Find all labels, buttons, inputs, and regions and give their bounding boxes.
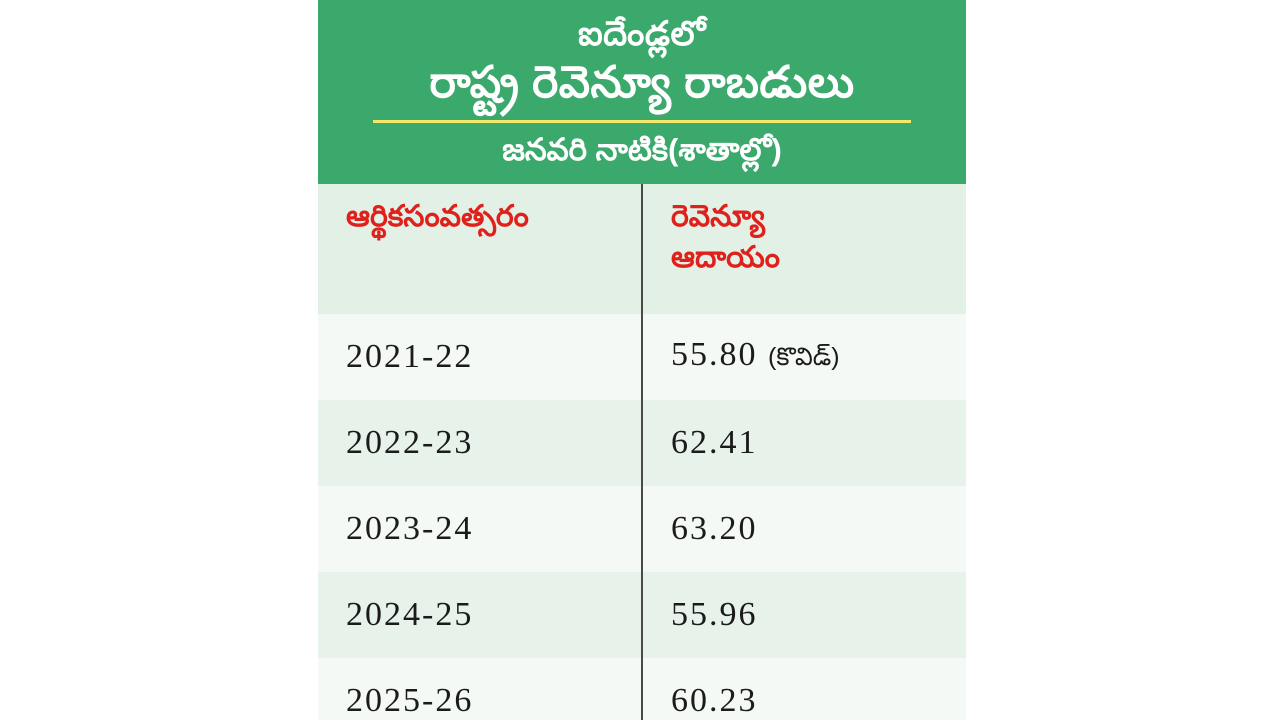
table-header-row xyxy=(318,184,966,314)
cell-revenue xyxy=(642,314,966,400)
cell-revenue-note: (కొవిడ్) xyxy=(768,342,840,371)
table-row xyxy=(318,658,966,720)
revenue-table-card xyxy=(318,0,966,720)
column-header-fiscal-year: ఆర్థికసంవత్సరం xyxy=(318,184,642,314)
table-row xyxy=(318,572,966,658)
cell-revenue xyxy=(642,486,966,572)
table-row xyxy=(318,486,966,572)
cell-revenue xyxy=(642,400,966,486)
cell-revenue-value: 63.20 xyxy=(671,509,758,547)
column-header-revenue-line1: రెవెన్యూ xyxy=(671,199,765,233)
table-body xyxy=(318,314,966,720)
cell-revenue xyxy=(642,658,966,720)
cell-year: 2022-23 xyxy=(318,400,642,486)
column-header-revenue xyxy=(642,184,966,314)
header-subtitle: జనవరి నాటికి(శాతాల్లో) xyxy=(502,131,782,167)
header-title-line2: రాష్ట్ర రెవెన్యూ రాబడులు xyxy=(429,58,855,108)
cell-revenue xyxy=(642,572,966,658)
card-header xyxy=(318,0,966,184)
table-row xyxy=(318,400,966,486)
cell-revenue-value: 60.23 xyxy=(671,681,758,719)
header-divider-rule xyxy=(373,120,912,123)
cell-year: 2024-25 xyxy=(318,572,642,658)
header-title-line1: ఐదేండ్లలో xyxy=(577,15,707,53)
table-row xyxy=(318,314,966,400)
revenue-table xyxy=(318,184,966,720)
cell-revenue-value: 55.80 xyxy=(671,335,758,373)
table-head xyxy=(318,184,966,314)
cell-year: 2021-22 xyxy=(318,314,642,400)
cell-revenue-value: 55.96 xyxy=(671,595,758,633)
cell-year: 2023-24 xyxy=(318,486,642,572)
cell-year: 2025-26 xyxy=(318,658,642,720)
cell-revenue-value: 62.41 xyxy=(671,423,758,461)
column-header-revenue-line2: ఆదాయం xyxy=(671,240,780,274)
